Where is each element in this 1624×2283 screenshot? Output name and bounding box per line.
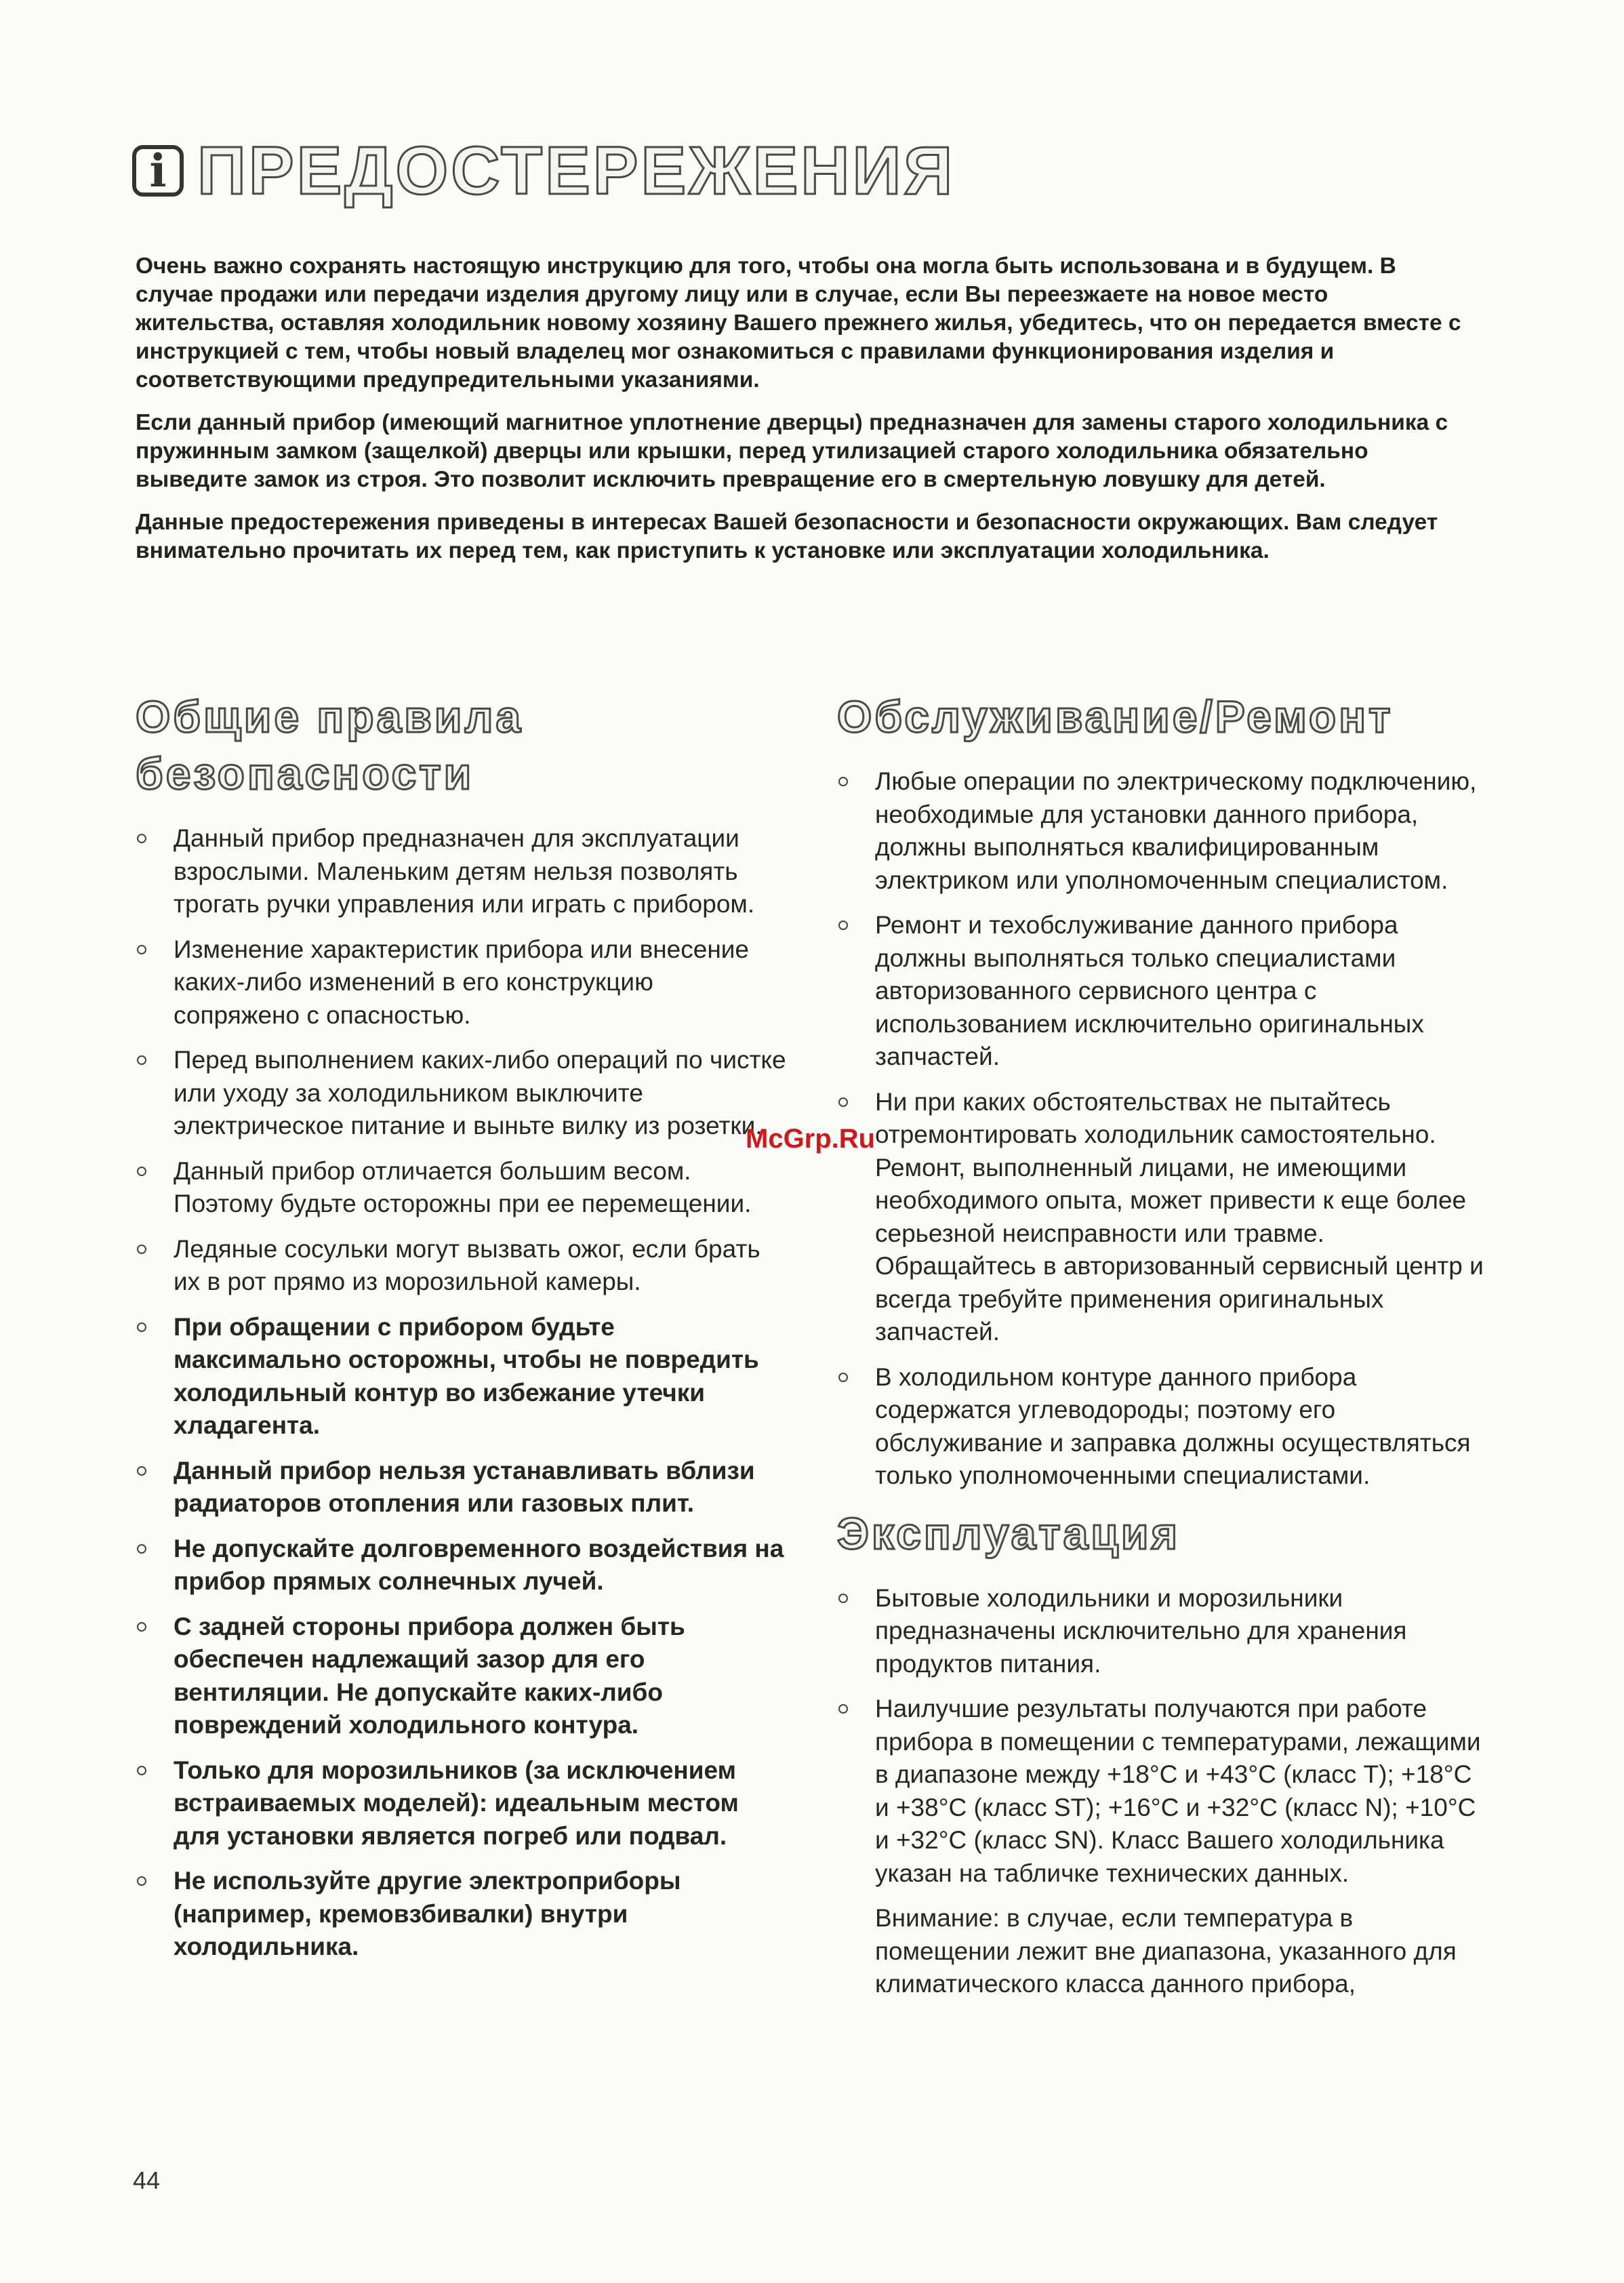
list-item: Ремонт и техобслуживание данного прибора должны выполняться только специалистами авторизованного сервисного центра с использованием исключительно оригинальных запчастей. (837, 909, 1488, 1074)
list-item: С задней стороны прибора должен быть обеспечен надлежащий зазор для его вентиляции. Не допускайте каких-либо повреждений холодильного контура. (136, 1611, 786, 1742)
operation-list (837, 1582, 1488, 1891)
list-item: Не используйте другие электроприборы (например, кремовзбивалки) внутри холодильника. (136, 1865, 786, 1964)
general-safety-heading: Общие правила безопасности (136, 691, 524, 799)
list-item: Данный прибор нельзя устанавливать вблизи радиаторов отопления или газовых плит. (136, 1455, 786, 1520)
intro-paragraph: Если данный прибор (имеющий магнитное уплотнение дверцы) предназначен для замены старого холодильника с пружинным замком (защелкой) дверцы или крышки, перед утилизацией старого холодильника обязательно выведите замок из строя. Это позволит исключить превращение его в смертельную ловушку для детей. (136, 410, 1448, 492)
operation-heading: Эксплуатация (837, 1508, 1180, 1558)
list-item: Данный прибор отличается большим весом. Поэтому будьте осторожны при ее перемещении. (136, 1155, 786, 1221)
service-list (837, 765, 1488, 1493)
operation-note: Внимание: в случае, если температура в помещении лежит вне диапазона, указанного для климатического класса данного прибора, (875, 1904, 1457, 1998)
service-heading: Обслуживание/Ремонт (837, 691, 1394, 742)
list-item: Не допускайте долговременного воздействия на прибор прямых солнечных лучей. (136, 1533, 786, 1598)
list-item: Изменение характеристик прибора или внесение каких-либо изменений в его конструкцию сопряжено с опасностью. (136, 933, 786, 1032)
list-item: Только для морозильников (за исключением встраиваемых моделей): идеальным местом для установки является погреб или подвал. (136, 1754, 786, 1853)
list-item: В холодильном контуре данного прибора содержатся углеводороды; поэтому его обслуживание и заправка должны осуществляться только уполномоченными специалистами. (837, 1361, 1488, 1493)
list-item: Наилучшие результаты получаются при работе прибора в помещении с температурами, лежащими в диапазоне между +18°C и +43°C (класс T); +18°C и +38°C (класс ST); +16°C и +32°C (класс N); +10°C и +32°C (класс SN). Класс Вашего холодильника указан на табличке технических данных. (837, 1693, 1488, 1890)
list-item: Данный прибор предназначен для эксплуатации взрослыми. Маленьким детям нельзя позволять трогать ручки управления или играть с прибором. (136, 822, 786, 921)
watermark: McGrp.Ru (746, 1124, 876, 1154)
list-item: Бытовые холодильники и морозильники предназначены исключительно для хранения продуктов питания. (837, 1582, 1488, 1681)
list-item: При обращении с прибором будьте максимально осторожны, чтобы не повредить холодильный контур во избежание утечки хладагента. (136, 1311, 786, 1442)
general-safety-list (136, 822, 786, 1964)
page-title (132, 130, 955, 211)
intro-paragraph: Очень важно сохранять настоящую инструкцию для того, чтобы она могла быть использована и в будущем. В случае продажи или передачи изделия другому лицу или в случае, если Вы переезжаете на новое место жительства, оставляя холодильник новому хозяину Вашего прежнего жилья, убедитесь, что он передается вместе с инструкцией с тем, чтобы новый владелец мог ознакомиться с правилами функционирования изделия и соответствующими предупредительными указаниями. (136, 254, 1461, 392)
general-safety-section (136, 688, 786, 1976)
info-icon: i (132, 145, 184, 197)
list-item: Любые операции по электрическому подключению, необходимые для установки данного прибора, должны выполняться квалифицированным электриком или уполномоченным специалистом. (837, 765, 1488, 897)
list-item: Перед выполнением каких-либо операций по чистке или уходу за холодильником выключите электрическое питание и выньте вилку из розетки. (136, 1044, 786, 1143)
page-number: 44 (133, 2166, 161, 2194)
intro-paragraph: Данные предостережения приведены в интересах Вашей безопасности и безопасности окружающих. Вам следует внимательно прочитать их перед тем, как приступить к установке или эксплуатации холодильника. (136, 510, 1438, 563)
page-title-text: ПРЕДОСТЕРЕЖЕНИЯ (197, 132, 956, 209)
intro-text (136, 252, 1464, 580)
list-item: Ни при каких обстоятельствах не пытайтесь отремонтировать холодильник самостоятельно. Ремонт, выполненный лицами, не имеющими необходимого опыта, может привести к еще более серьезной неисправности или травме. Обращайтесь в авторизованный сервисный центр и всегда требуйте применения оригинальных запчастей. (837, 1086, 1488, 1349)
service-operation-section (837, 688, 1488, 2001)
list-item: Ледяные сосульки могут вызвать ожог, если брать их в рот прямо из морозильной камеры. (136, 1233, 786, 1299)
